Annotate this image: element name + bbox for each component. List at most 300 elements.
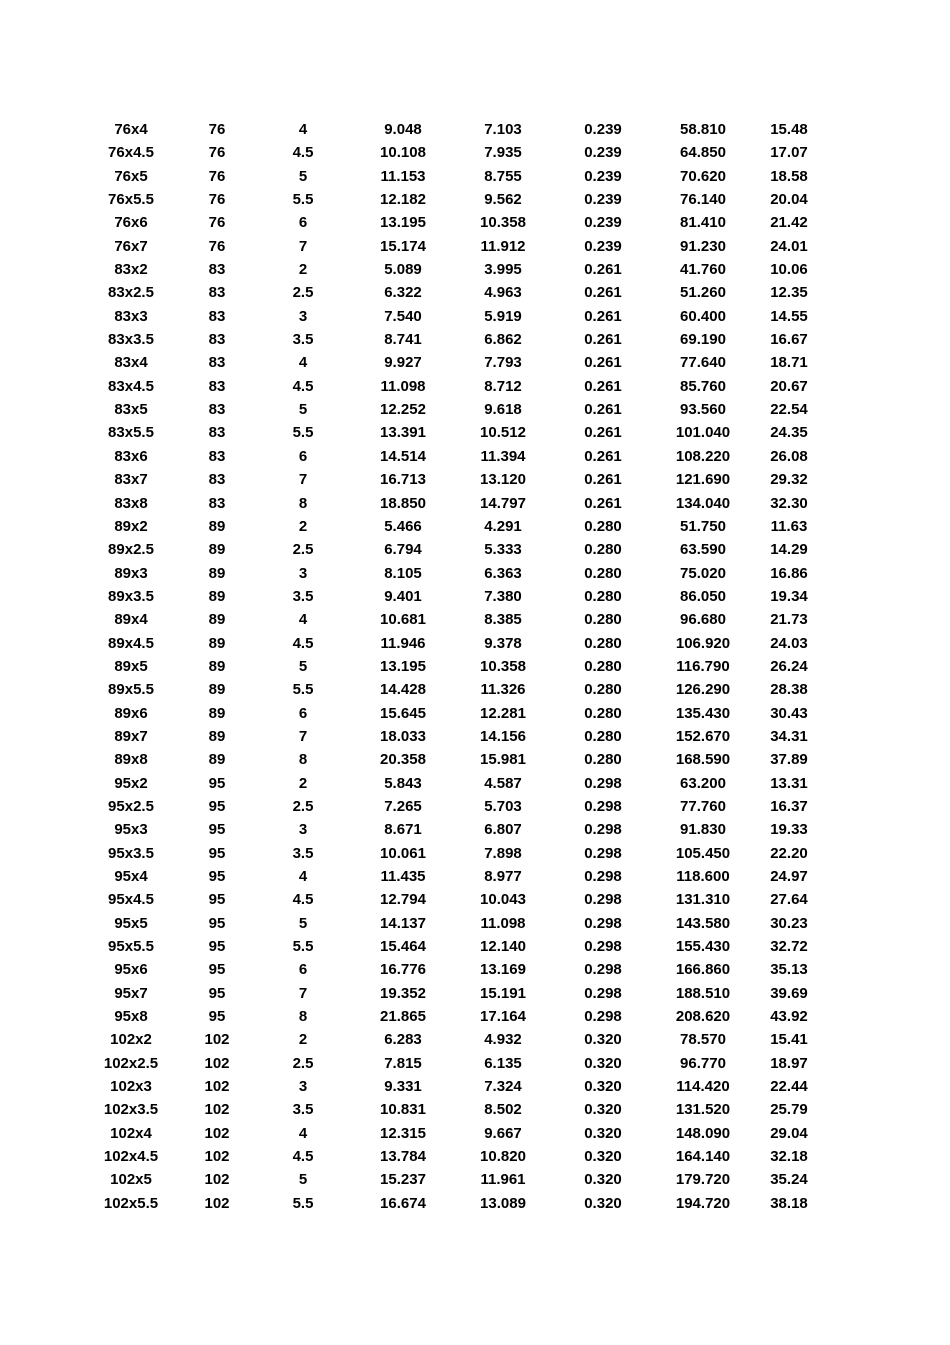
value-cell-6: 0.320	[584, 1171, 622, 1189]
value-cell-8: 30.43	[770, 704, 808, 722]
value-cell-7: 208.620	[675, 1008, 731, 1026]
table-row	[0, 702, 950, 725]
value-cell-8: 24.01	[770, 237, 808, 255]
value-cell-7: 81.410	[680, 214, 726, 232]
outer-diameter-cell: 89	[208, 751, 226, 769]
value-cell-8: 22.54	[770, 401, 808, 419]
wall-thickness-cell: 2	[298, 1031, 308, 1049]
value-cell-6: 0.298	[584, 844, 622, 862]
value-cell-6: 0.320	[584, 1124, 622, 1142]
spec-cell: 89x3.5	[108, 587, 154, 605]
wall-thickness-cell: 5.5	[292, 681, 314, 699]
spec-cell: 83x2	[114, 261, 148, 279]
table-row	[0, 982, 950, 1005]
outer-diameter-cell: 102	[204, 1171, 230, 1189]
wall-thickness-cell: 3.5	[292, 331, 314, 349]
value-cell-6: 0.320	[584, 1148, 622, 1166]
value-cell-5: 11.912	[480, 237, 526, 255]
value-cell-5: 14.797	[480, 494, 526, 512]
value-cell-4: 8.741	[384, 331, 422, 349]
spec-cell: 95x8	[114, 1008, 148, 1026]
spec-cell: 95x2.5	[108, 797, 154, 815]
value-cell-6: 0.280	[584, 657, 622, 675]
value-cell-4: 10.108	[380, 144, 426, 162]
outer-diameter-cell: 95	[208, 938, 226, 956]
value-cell-7: 77.760	[680, 797, 726, 815]
value-cell-6: 0.261	[584, 447, 622, 465]
value-cell-7: 135.430	[675, 704, 731, 722]
value-cell-5: 11.961	[480, 1171, 526, 1189]
value-cell-8: 17.07	[770, 144, 808, 162]
value-cell-8: 32.72	[770, 938, 808, 956]
value-cell-6: 0.239	[584, 144, 622, 162]
outer-diameter-cell: 83	[208, 377, 226, 395]
value-cell-6: 0.261	[584, 331, 622, 349]
value-cell-4: 7.540	[384, 307, 422, 325]
value-cell-5: 10.358	[480, 214, 526, 232]
value-cell-4: 12.252	[380, 401, 426, 419]
spec-cell: 76x6	[114, 214, 148, 232]
value-cell-6: 0.298	[584, 961, 622, 979]
value-cell-6: 0.280	[584, 587, 622, 605]
value-cell-6: 0.261	[584, 401, 622, 419]
table-row	[0, 795, 950, 818]
value-cell-4: 6.794	[384, 541, 422, 559]
wall-thickness-cell: 3	[298, 1078, 308, 1096]
outer-diameter-cell: 83	[208, 354, 226, 372]
spec-cell: 89x8	[114, 751, 148, 769]
value-cell-4: 9.401	[384, 587, 422, 605]
value-cell-4: 14.137	[380, 914, 426, 932]
value-cell-4: 20.358	[380, 751, 426, 769]
spec-cell: 102x5	[110, 1171, 152, 1189]
table-row	[0, 842, 950, 865]
value-cell-6: 0.320	[584, 1078, 622, 1096]
value-cell-4: 13.391	[380, 424, 426, 442]
value-cell-7: 78.570	[680, 1031, 726, 1049]
table-row	[0, 1052, 950, 1075]
value-cell-8: 15.41	[770, 1031, 808, 1049]
value-cell-4: 14.514	[380, 447, 426, 465]
value-cell-6: 0.298	[584, 821, 622, 839]
spec-cell: 102x5.5	[103, 1194, 159, 1212]
value-cell-4: 21.865	[380, 1008, 426, 1026]
value-cell-8: 34.31	[770, 727, 808, 745]
value-cell-8: 18.71	[770, 354, 808, 372]
value-cell-5: 7.935	[484, 144, 522, 162]
value-cell-6: 0.298	[584, 797, 622, 815]
table-row	[0, 1075, 950, 1098]
wall-thickness-cell: 3.5	[292, 844, 314, 862]
table-row	[0, 538, 950, 561]
table-row	[0, 445, 950, 468]
table-row	[0, 935, 950, 958]
outer-diameter-cell: 102	[204, 1054, 230, 1072]
spec-cell: 76x5.5	[108, 191, 154, 209]
value-cell-7: 114.420	[676, 1078, 730, 1096]
wall-thickness-cell: 7	[298, 984, 308, 1002]
value-cell-7: 58.810	[680, 121, 726, 138]
table-row	[0, 258, 950, 281]
value-cell-7: 168.590	[675, 751, 731, 769]
value-cell-6: 0.298	[584, 774, 622, 792]
wall-thickness-cell: 4.5	[292, 144, 314, 162]
table-row	[0, 655, 950, 678]
wall-thickness-cell: 2.5	[292, 1054, 314, 1072]
value-cell-4: 11.435	[380, 868, 426, 885]
value-cell-6: 0.298	[584, 868, 622, 885]
value-cell-5: 6.135	[484, 1054, 522, 1072]
table-row	[0, 772, 950, 795]
value-cell-6: 0.280	[584, 727, 622, 745]
spec-cell: 89x3	[114, 564, 148, 582]
table-row	[0, 1028, 950, 1051]
outer-diameter-cell: 89	[208, 634, 226, 652]
wall-thickness-cell: 3	[298, 307, 308, 325]
outer-diameter-cell: 89	[208, 541, 226, 559]
outer-diameter-cell: 95	[208, 797, 226, 815]
value-cell-8: 10.06	[770, 261, 808, 279]
table-row	[0, 1192, 950, 1215]
value-cell-5: 11.394	[480, 447, 526, 465]
outer-diameter-cell: 76	[208, 214, 226, 232]
wall-thickness-cell: 5	[298, 1171, 308, 1189]
outer-diameter-cell: 76	[208, 121, 226, 138]
value-cell-4: 15.645	[380, 704, 426, 722]
value-cell-6: 0.239	[584, 214, 622, 232]
value-cell-8: 16.86	[770, 564, 808, 582]
value-cell-4: 11.153	[380, 167, 426, 185]
table-row	[0, 328, 950, 351]
outer-diameter-cell: 89	[208, 704, 226, 722]
value-cell-8: 11.63	[770, 517, 808, 535]
value-cell-8: 21.42	[770, 214, 808, 232]
outer-diameter-cell: 95	[208, 1008, 226, 1026]
wall-thickness-cell: 2	[298, 774, 308, 792]
value-cell-4: 11.098	[380, 377, 426, 395]
value-cell-6: 0.239	[584, 167, 622, 185]
wall-thickness-cell: 4.5	[292, 891, 314, 909]
value-cell-4: 18.850	[380, 494, 426, 512]
table-row	[0, 421, 950, 444]
value-cell-7: 121.690	[675, 471, 731, 489]
value-cell-4: 6.322	[384, 284, 422, 302]
table-row	[0, 608, 950, 631]
table-row	[0, 562, 950, 585]
table-row	[0, 1145, 950, 1168]
spec-cell: 89x6	[114, 704, 148, 722]
value-cell-4: 18.033	[380, 727, 426, 745]
value-cell-5: 6.862	[484, 331, 522, 349]
value-cell-5: 8.385	[484, 611, 522, 629]
wall-thickness-cell: 5	[298, 914, 308, 932]
value-cell-5: 7.898	[484, 844, 522, 862]
value-cell-5: 4.963	[484, 284, 522, 302]
wall-thickness-cell: 2	[298, 517, 308, 535]
value-cell-4: 12.315	[380, 1124, 426, 1142]
value-cell-7: 116.790	[676, 657, 730, 675]
value-cell-7: 118.600	[676, 868, 730, 885]
spec-cell: 89x5	[114, 657, 148, 675]
wall-thickness-cell: 4	[298, 868, 308, 885]
value-cell-5: 11.326	[480, 681, 526, 699]
spec-cell: 95x5	[114, 914, 148, 932]
value-cell-7: 51.750	[680, 517, 726, 535]
spec-cell: 89x5.5	[108, 681, 154, 699]
wall-thickness-cell: 5.5	[292, 191, 314, 209]
value-cell-6: 0.280	[584, 634, 622, 652]
outer-diameter-cell: 83	[208, 471, 226, 489]
value-cell-7: 85.760	[680, 377, 726, 395]
value-cell-5: 7.324	[484, 1078, 522, 1096]
value-cell-8: 12.35	[770, 284, 808, 302]
value-cell-8: 38.18	[770, 1194, 808, 1212]
value-cell-6: 0.320	[584, 1031, 622, 1049]
value-cell-5: 5.333	[484, 541, 522, 559]
wall-thickness-cell: 2.5	[292, 541, 314, 559]
value-cell-5: 13.169	[480, 961, 526, 979]
value-cell-7: 166.860	[675, 961, 731, 979]
value-cell-6: 0.239	[584, 191, 622, 209]
value-cell-4: 8.671	[384, 821, 422, 839]
table-row	[0, 865, 950, 888]
spec-cell: 83x3	[114, 307, 148, 325]
value-cell-5: 10.043	[480, 891, 526, 909]
outer-diameter-cell: 83	[208, 401, 226, 419]
wall-thickness-cell: 6	[298, 961, 308, 979]
value-cell-4: 9.048	[384, 121, 422, 138]
outer-diameter-cell: 89	[208, 611, 226, 629]
value-cell-4: 10.061	[380, 844, 426, 862]
value-cell-4: 15.464	[380, 938, 426, 956]
spec-cell: 83x2.5	[108, 284, 154, 302]
value-cell-5: 5.703	[484, 797, 522, 815]
value-cell-5: 5.919	[484, 307, 522, 325]
value-cell-6: 0.280	[584, 751, 622, 769]
value-cell-8: 37.89	[770, 751, 808, 769]
value-cell-5: 4.932	[484, 1031, 522, 1049]
outer-diameter-cell: 89	[208, 517, 226, 535]
spec-cell: 89x2	[114, 517, 148, 535]
wall-thickness-cell: 4	[298, 354, 308, 372]
value-cell-6: 0.261	[584, 307, 622, 325]
table-row	[0, 725, 950, 748]
value-cell-5: 15.191	[480, 984, 526, 1002]
value-cell-5: 8.502	[484, 1101, 522, 1119]
value-cell-4: 10.831	[380, 1101, 426, 1119]
value-cell-7: 69.190	[680, 331, 726, 349]
value-cell-6: 0.280	[584, 681, 622, 699]
table-row	[0, 118, 950, 141]
value-cell-6: 0.280	[584, 611, 622, 629]
value-cell-6: 0.239	[584, 121, 622, 138]
table-row	[0, 1005, 950, 1028]
spec-cell: 95x3.5	[108, 844, 154, 862]
value-cell-4: 11.946	[380, 634, 426, 652]
value-cell-5: 14.156	[480, 727, 526, 745]
outer-diameter-cell: 95	[208, 984, 226, 1002]
value-cell-6: 0.239	[584, 237, 622, 255]
value-cell-7: 148.090	[675, 1124, 731, 1142]
value-cell-7: 126.290	[675, 681, 731, 699]
wall-thickness-cell: 6	[298, 447, 308, 465]
value-cell-7: 108.220	[675, 447, 731, 465]
spec-cell: 76x7	[114, 237, 148, 255]
value-cell-8: 26.08	[770, 447, 808, 465]
value-cell-7: 188.510	[675, 984, 731, 1002]
table-row	[0, 678, 950, 701]
value-cell-7: 76.140	[680, 191, 726, 209]
outer-diameter-cell: 89	[208, 587, 226, 605]
value-cell-8: 29.32	[770, 471, 808, 489]
value-cell-4: 12.182	[380, 191, 426, 209]
value-cell-6: 0.320	[584, 1194, 622, 1212]
wall-thickness-cell: 2	[298, 261, 308, 279]
table-row	[0, 1168, 950, 1191]
value-cell-8: 14.55	[770, 307, 808, 325]
spec-cell: 95x4	[114, 868, 148, 885]
wall-thickness-cell: 7	[298, 727, 308, 745]
table-row	[0, 585, 950, 608]
table-row	[0, 281, 950, 304]
value-cell-7: 70.620	[680, 167, 726, 185]
value-cell-8: 20.04	[770, 191, 808, 209]
value-cell-8: 24.35	[770, 424, 808, 442]
table-row	[0, 188, 950, 211]
outer-diameter-cell: 89	[208, 564, 226, 582]
outer-diameter-cell: 102	[204, 1148, 230, 1166]
value-cell-5: 9.562	[484, 191, 522, 209]
table-row	[0, 1098, 950, 1121]
wall-thickness-cell: 8	[298, 494, 308, 512]
value-cell-7: 179.720	[675, 1171, 731, 1189]
value-cell-8: 32.30	[770, 494, 808, 512]
value-cell-8: 32.18	[770, 1148, 808, 1166]
value-cell-5: 12.140	[480, 938, 526, 956]
table-row	[0, 492, 950, 515]
table-row	[0, 375, 950, 398]
value-cell-7: 152.670	[675, 727, 731, 745]
value-cell-4: 13.784	[380, 1148, 426, 1166]
value-cell-8: 29.04	[770, 1124, 808, 1142]
value-cell-4: 6.283	[384, 1031, 422, 1049]
wall-thickness-cell: 4.5	[292, 377, 314, 395]
outer-diameter-cell: 95	[208, 914, 226, 932]
outer-diameter-cell: 95	[208, 844, 226, 862]
outer-diameter-cell: 83	[208, 494, 226, 512]
spec-cell: 95x4.5	[108, 891, 154, 909]
value-cell-8: 18.97	[770, 1054, 808, 1072]
table-row	[0, 235, 950, 258]
wall-thickness-cell: 3	[298, 821, 308, 839]
value-cell-8: 43.92	[770, 1008, 808, 1026]
spec-cell: 102x3.5	[103, 1101, 159, 1119]
spec-cell: 83x6	[114, 447, 148, 465]
value-cell-6: 0.280	[584, 517, 622, 535]
value-cell-6: 0.320	[584, 1054, 622, 1072]
value-cell-8: 15.48	[770, 121, 808, 138]
value-cell-4: 7.265	[384, 797, 422, 815]
outer-diameter-cell: 83	[208, 447, 226, 465]
value-cell-4: 15.174	[380, 237, 426, 255]
wall-thickness-cell: 5.5	[292, 424, 314, 442]
spec-cell: 95x2	[114, 774, 148, 792]
value-cell-5: 15.981	[480, 751, 526, 769]
table-row	[0, 165, 950, 188]
value-cell-8: 28.38	[770, 681, 808, 699]
value-cell-5: 9.378	[484, 634, 522, 652]
value-cell-7: 41.760	[680, 261, 726, 279]
table-row	[0, 748, 950, 771]
value-cell-7: 60.400	[680, 307, 726, 325]
spec-cell: 83x8	[114, 494, 148, 512]
value-cell-4: 16.776	[380, 961, 426, 979]
outer-diameter-cell: 102	[204, 1031, 230, 1049]
value-cell-7: 96.770	[680, 1054, 726, 1072]
value-cell-5: 10.358	[480, 657, 526, 675]
value-cell-7: 86.050	[680, 587, 726, 605]
spec-cell: 102x2.5	[103, 1054, 159, 1072]
value-cell-5: 4.291	[484, 517, 522, 535]
value-cell-7: 155.430	[675, 938, 731, 956]
spec-cell: 83x3.5	[108, 331, 154, 349]
table-row	[0, 888, 950, 911]
table-row	[0, 141, 950, 164]
wall-thickness-cell: 4.5	[292, 634, 314, 652]
spec-cell: 102x3	[110, 1078, 152, 1096]
value-cell-6: 0.320	[584, 1101, 622, 1119]
value-cell-4: 8.105	[384, 564, 422, 582]
value-cell-6: 0.280	[584, 564, 622, 582]
value-cell-6: 0.261	[584, 494, 622, 512]
value-cell-8: 16.37	[770, 797, 808, 815]
spec-cell: 83x5.5	[108, 424, 154, 442]
value-cell-6: 0.261	[584, 424, 622, 442]
value-cell-5: 7.793	[484, 354, 522, 372]
wall-thickness-cell: 5	[298, 657, 308, 675]
spec-cell: 76x5	[114, 167, 148, 185]
wall-thickness-cell: 4	[298, 1124, 308, 1142]
table-row	[0, 958, 950, 981]
value-cell-4: 14.428	[380, 681, 426, 699]
value-cell-8: 16.67	[770, 331, 808, 349]
value-cell-7: 134.040	[675, 494, 731, 512]
wall-thickness-cell: 5.5	[292, 938, 314, 956]
value-cell-8: 39.69	[770, 984, 808, 1002]
outer-diameter-cell: 83	[208, 331, 226, 349]
value-cell-8: 19.33	[770, 821, 808, 839]
value-cell-5: 17.164	[480, 1008, 526, 1026]
value-cell-7: 143.580	[675, 914, 731, 932]
outer-diameter-cell: 76	[208, 144, 226, 162]
value-cell-6: 0.261	[584, 471, 622, 489]
value-cell-6: 0.261	[584, 261, 622, 279]
value-cell-6: 0.298	[584, 891, 622, 909]
spec-cell: 89x4	[114, 611, 148, 629]
outer-diameter-cell: 83	[208, 424, 226, 442]
value-cell-5: 6.807	[484, 821, 522, 839]
value-cell-7: 101.040	[675, 424, 731, 442]
spec-cell: 83x5	[114, 401, 148, 419]
value-cell-8: 21.73	[770, 611, 808, 629]
value-cell-7: 91.830	[680, 821, 726, 839]
wall-thickness-cell: 8	[298, 751, 308, 769]
wall-thickness-cell: 5	[298, 401, 308, 419]
value-cell-6: 0.261	[584, 284, 622, 302]
value-cell-8: 13.31	[770, 774, 808, 792]
value-cell-4: 9.331	[384, 1078, 422, 1096]
pipe-spec-table	[0, 118, 950, 1215]
